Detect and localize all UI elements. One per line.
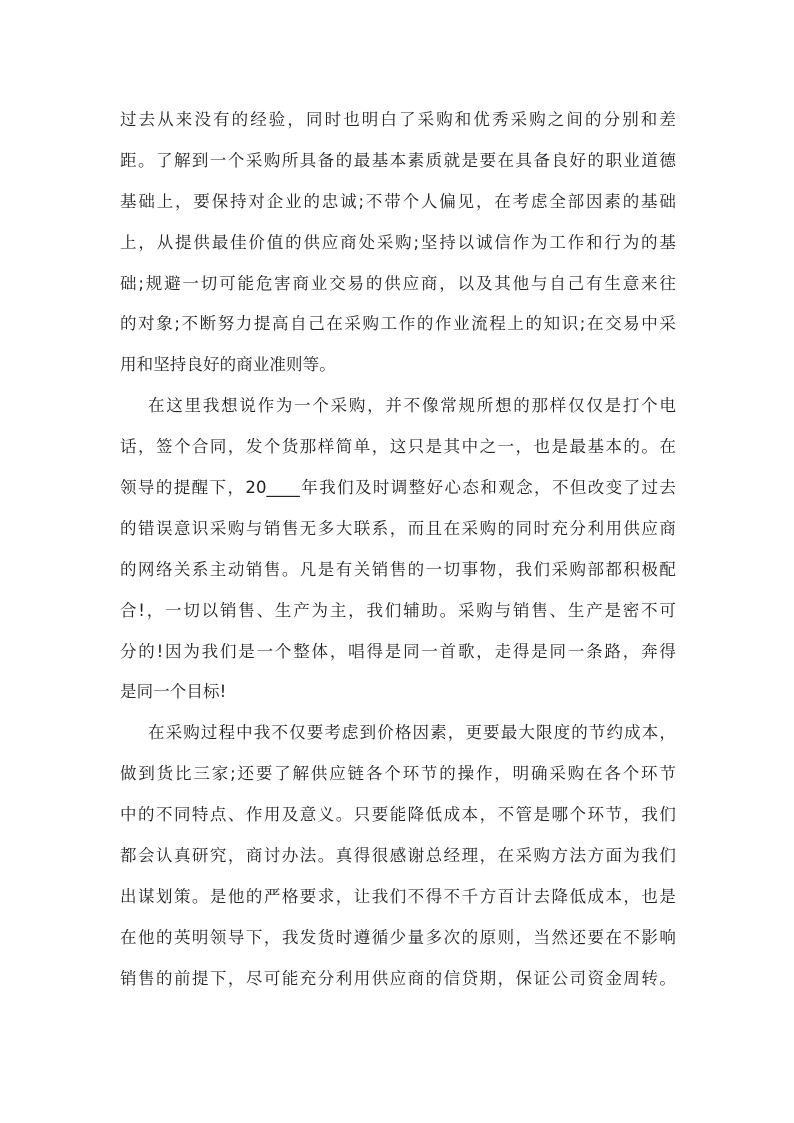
paragraph-line: 在这里我想说作为一个采购，并不像常规所想的那样仅仅是打个电 <box>148 396 676 416</box>
paragraph-2 <box>120 386 676 713</box>
paragraph-line: 过去从来没有的经验，同时也明白了采购和优秀采购之间的分别和差 <box>120 110 676 129</box>
paragraph-line: 的对象;不断努力提高自己在采购工作的作业流程上的知识;在交易中采 <box>120 314 676 334</box>
paragraph-line: 话，签个合同，发个货那样简单，这只是其中之一，也是最基本的。在 <box>120 437 676 457</box>
paragraph-line: 距。了解到一个采购所具备的最基本素质就是要在具备良好的职业道德 <box>120 150 676 170</box>
paragraph-line: 用和坚持良好的商业准则等。 <box>120 355 336 375</box>
paragraph-line: 基础上，要保持对企业的忠诚;不带个人偏见，在考虑全部因素的基础 <box>120 191 676 211</box>
paragraph-line: 上，从提供最佳价值的供应商处采购;坚持以诚信作为工作和行为的基 <box>120 232 676 252</box>
paragraph-line: 做到货比三家;还要了解供应链各个环节的操作，明确采购在各个环节 <box>120 764 676 784</box>
paragraph-line: 在采购过程中我不仅要考虑到价格因素，更要最大限度的节约成本， <box>148 723 676 743</box>
paragraph-line: 是同一个目标! <box>120 682 227 702</box>
paragraph-line: 分的!因为我们是一个整体，唱得是同一首歌，走得是同一条路，奔得 <box>120 641 676 661</box>
paragraph-line: 在他的英明领导下，我发货时遵循少量多次的原则，当然还要在不影响 <box>120 927 676 947</box>
paragraph-line: 中的不同特点、作用及意义。只要能降低成本，不管是哪个环节，我们 <box>120 805 676 825</box>
document-body <box>120 100 676 1000</box>
paragraph-line: 的错误意识采购与销售无多大联系，而且在采购的同时充分利用供应商 <box>120 518 676 538</box>
paragraph-line: 的网络关系主动销售。凡是有关销售的一切事物，我们采购部都积极配 <box>120 559 676 579</box>
paragraph-1 <box>120 100 676 386</box>
paragraph-line: 领导的提醒下，20____年我们及时调整好心态和观念，不但改变了过去 <box>120 478 676 498</box>
paragraph-line: 都会认真研究，商讨办法。真得很感谢总经理，在采购方法方面为我们 <box>120 846 676 866</box>
paragraph-line: 础;规避一切可能危害商业交易的供应商，以及其他与自己有生意来往 <box>120 273 676 293</box>
paragraph-line: 销售的前提下，尽可能充分利用供应商的信贷期，保证公司资金周转。 <box>120 968 676 988</box>
paragraph-line: 出谋划策。是他的严格要求，让我们不得不千方百计去降低成本，也是 <box>120 886 676 906</box>
paragraph-line: 合!，一切以销售、生产为主，我们辅助。采购与销售、生产是密不可 <box>120 600 676 620</box>
paragraph-3 <box>120 713 676 999</box>
